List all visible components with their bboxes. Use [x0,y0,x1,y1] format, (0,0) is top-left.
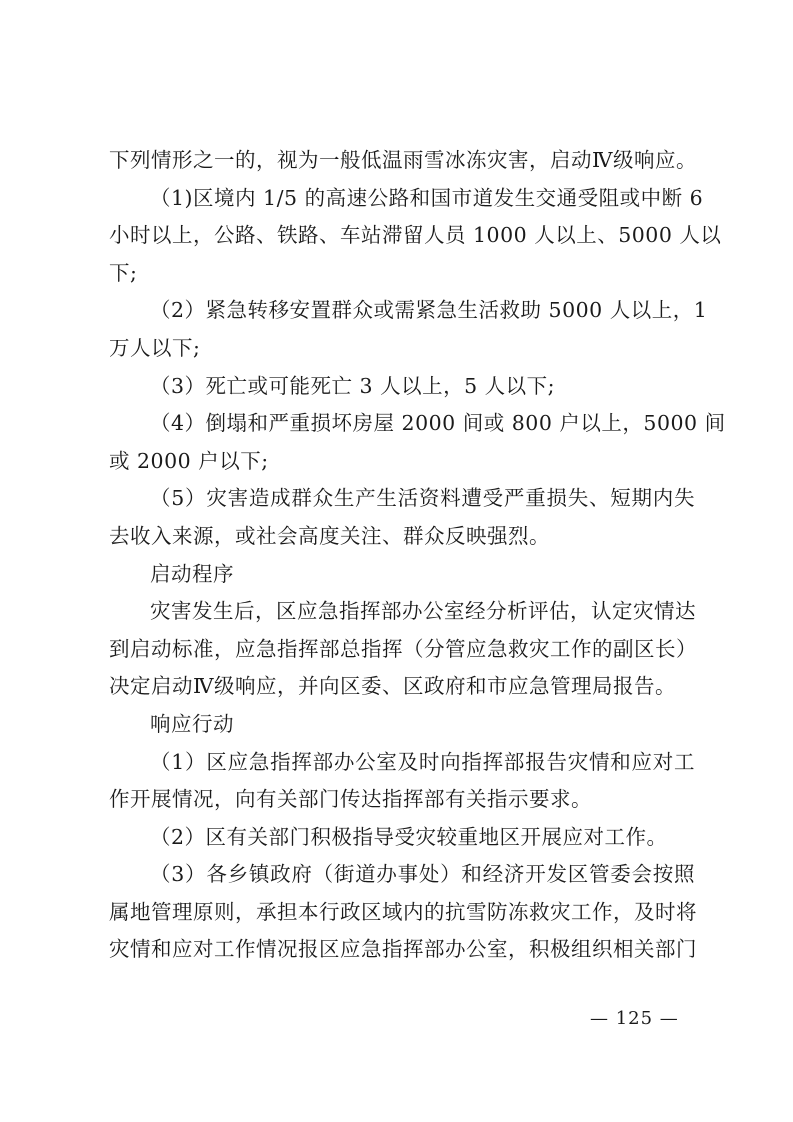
text-line: 响应行动 [150,711,234,736]
text-line: 作开展情况，向有关部门传达指挥部有关指示要求。 [109,787,592,812]
text-line: 去收入来源，或社会高度关注、群众反映强烈。 [109,523,550,548]
document-body [109,142,726,969]
text-line: （5）灾害造成群众生产生活资料遭受严重损失、短期内失 [150,486,695,511]
text-line: （2）紧急转移安置群众或需紧急生活救助 5000 人以上，1 [150,298,708,323]
page-number: — 125 — [590,1008,679,1029]
text-line: 下列情形之一的，视为一般低温雨雪冰冻灾害，启动Ⅳ级响应。 [109,148,697,172]
text-line: 下; [109,260,138,285]
text-line: 或 2000 户以下; [109,448,269,473]
text-line: 灾情和应对工作情况报区应急指挥部办公室，积极组织相关部门 [109,937,697,962]
text-line: （4）倒塌和严重损坏房屋 2000 间或 800 户以上，5000 间 [150,411,726,436]
text-line: （3）死亡或可能死亡 3 人以上，5 人以下; [150,373,556,398]
text-line: 灾害发生后，区应急指挥部办公室经分析评估，认定灾情达 [150,599,696,624]
text-line: （3）各乡镇政府（街道办事处）和经济开发区管委会按照 [150,862,695,887]
text-line: （2）区有关部门积极指导受灾较重地区开展应对工作。 [150,824,668,849]
text-line: 决定启动Ⅳ级响应，并向区委、区政府和市应急管理局报告。 [109,674,676,699]
text-line: 到启动标准，应急指挥部总指挥（分管应急救灾工作的副区长） [109,636,697,661]
text-line: 万人以下; [109,335,201,360]
text-line: （1)区境内 1/5 的高速公路和国市道发生交通受阻或中断 6 [150,185,704,210]
text-line: 启动程序 [150,561,234,586]
text-lines [109,142,726,969]
text-line: 属地管理原则，承担本行政区域内的抗雪防冻救灾工作，及时将 [109,899,697,924]
text-line: 小时以上，公路、铁路、车站滞留人员 1000 人以上、5000 人以 [109,223,722,248]
text-line: （1）区应急指挥部办公室及时向指挥部报告灾情和应对工 [150,749,695,774]
